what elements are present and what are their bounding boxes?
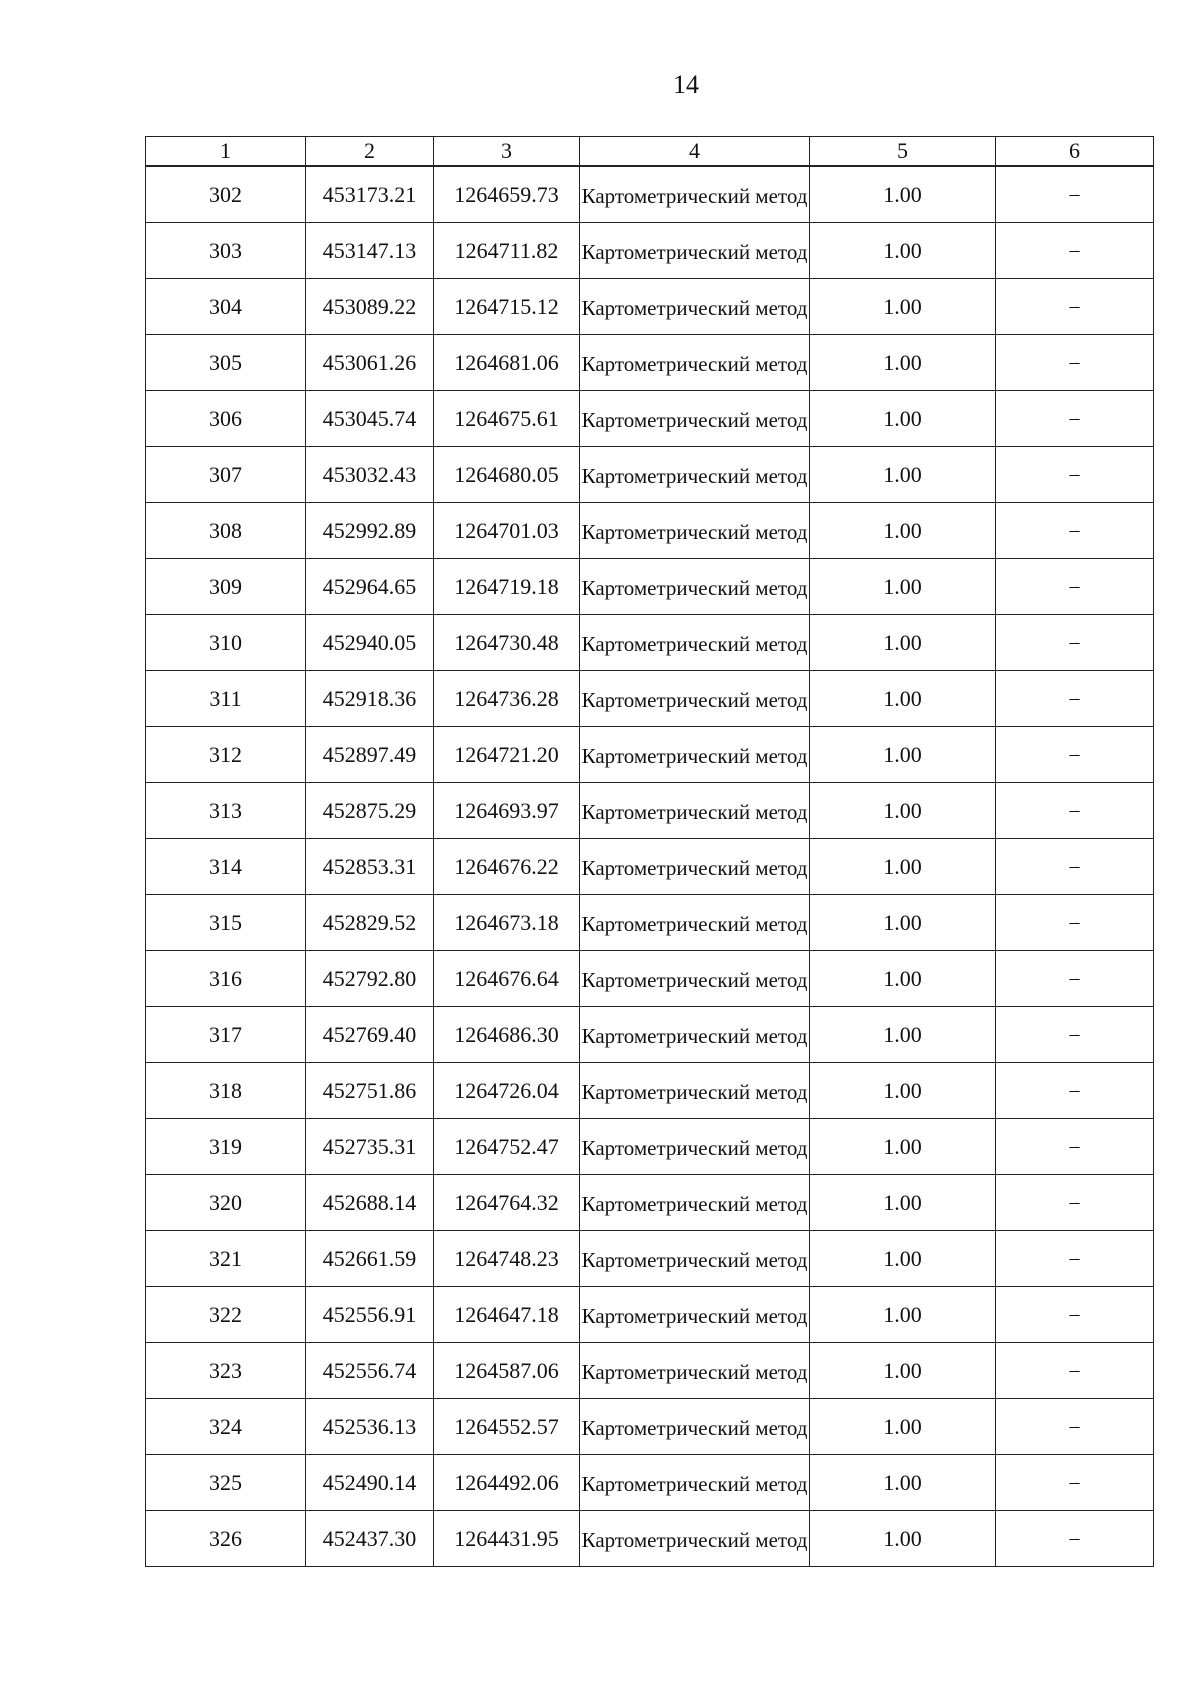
accuracy-cell: 1.00 xyxy=(810,895,996,951)
table-row xyxy=(146,727,1154,783)
y-coordinate-cell: 1264701.03 xyxy=(434,503,580,559)
accuracy-cell: 1.00 xyxy=(810,503,996,559)
header-cell-1: 1 xyxy=(146,137,306,167)
table-row xyxy=(146,1231,1154,1287)
table-row xyxy=(146,1175,1154,1231)
description-cell: – xyxy=(996,559,1154,615)
y-coordinate-cell: 1264681.06 xyxy=(434,335,580,391)
method-cell xyxy=(580,166,810,223)
point-number-cell: 311 xyxy=(146,671,306,727)
x-coordinate-cell: 452918.36 xyxy=(306,671,434,727)
x-coordinate-cell: 452490.14 xyxy=(306,1455,434,1511)
y-coordinate-cell: 1264715.12 xyxy=(434,279,580,335)
table-row xyxy=(146,279,1154,335)
accuracy-cell: 1.00 xyxy=(810,559,996,615)
accuracy-cell: 1.00 xyxy=(810,335,996,391)
method-text: Картометрический метод xyxy=(581,407,808,432)
description-cell: – xyxy=(996,1175,1154,1231)
method-text: Картометрический метод xyxy=(581,1079,808,1104)
point-number-cell: 323 xyxy=(146,1343,306,1399)
method-cell xyxy=(580,1119,810,1175)
point-number-cell: 308 xyxy=(146,503,306,559)
method-text: Картометрический метод xyxy=(581,631,808,656)
y-coordinate-cell: 1264764.32 xyxy=(434,1175,580,1231)
y-coordinate-cell: 1264680.05 xyxy=(434,447,580,503)
x-coordinate-cell: 452688.14 xyxy=(306,1175,434,1231)
description-cell: – xyxy=(996,1231,1154,1287)
description-cell: – xyxy=(996,166,1154,223)
method-text: Картометрический метод xyxy=(581,1303,808,1328)
x-coordinate-cell: 452751.86 xyxy=(306,1063,434,1119)
method-cell xyxy=(580,1007,810,1063)
y-coordinate-cell: 1264552.57 xyxy=(434,1399,580,1455)
description-cell: – xyxy=(996,1063,1154,1119)
method-text: Картометрический метод xyxy=(581,1359,808,1384)
method-text: Картометрический метод xyxy=(581,687,808,712)
method-cell xyxy=(580,1455,810,1511)
method-text: Картометрический метод xyxy=(581,967,808,992)
x-coordinate-cell: 452437.30 xyxy=(306,1511,434,1567)
y-coordinate-cell: 1264711.82 xyxy=(434,223,580,279)
y-coordinate-cell: 1264719.18 xyxy=(434,559,580,615)
x-coordinate-cell: 453089.22 xyxy=(306,279,434,335)
table-row xyxy=(146,503,1154,559)
y-coordinate-cell: 1264647.18 xyxy=(434,1287,580,1343)
point-number-cell: 326 xyxy=(146,1511,306,1567)
coordinates-table xyxy=(145,136,1154,1567)
accuracy-cell: 1.00 xyxy=(810,166,996,223)
accuracy-cell: 1.00 xyxy=(810,1511,996,1567)
accuracy-cell: 1.00 xyxy=(810,671,996,727)
accuracy-cell: 1.00 xyxy=(810,951,996,1007)
method-text: Картометрический метод xyxy=(581,463,808,488)
accuracy-cell: 1.00 xyxy=(810,1119,996,1175)
description-cell: – xyxy=(996,1343,1154,1399)
table-row xyxy=(146,783,1154,839)
method-cell xyxy=(580,1511,810,1567)
table-row xyxy=(146,671,1154,727)
description-cell: – xyxy=(996,839,1154,895)
accuracy-cell: 1.00 xyxy=(810,1231,996,1287)
accuracy-cell: 1.00 xyxy=(810,1007,996,1063)
page-number-text: 14 xyxy=(673,70,699,99)
method-cell xyxy=(580,391,810,447)
table-row xyxy=(146,391,1154,447)
x-coordinate-cell: 452556.91 xyxy=(306,1287,434,1343)
table-row xyxy=(146,447,1154,503)
table-row xyxy=(146,1007,1154,1063)
accuracy-cell: 1.00 xyxy=(810,391,996,447)
y-coordinate-cell: 1264675.61 xyxy=(434,391,580,447)
method-cell xyxy=(580,951,810,1007)
point-number-cell: 324 xyxy=(146,1399,306,1455)
x-coordinate-cell: 453032.43 xyxy=(306,447,434,503)
table-row xyxy=(146,951,1154,1007)
x-coordinate-cell: 452964.65 xyxy=(306,559,434,615)
table-row xyxy=(146,839,1154,895)
method-cell xyxy=(580,1063,810,1119)
method-cell xyxy=(580,895,810,951)
method-text: Картометрический метод xyxy=(581,799,808,824)
table-row xyxy=(146,1287,1154,1343)
method-cell xyxy=(580,1399,810,1455)
header-cell-6: 6 xyxy=(996,137,1154,167)
y-coordinate-cell: 1264736.28 xyxy=(434,671,580,727)
method-text: Картометрический метод xyxy=(581,1527,808,1552)
header-cell-4: 4 xyxy=(580,137,810,167)
method-cell xyxy=(580,503,810,559)
method-cell xyxy=(580,783,810,839)
point-number-cell: 307 xyxy=(146,447,306,503)
table-body xyxy=(146,166,1154,1567)
x-coordinate-cell: 452992.89 xyxy=(306,503,434,559)
accuracy-cell: 1.00 xyxy=(810,839,996,895)
accuracy-cell: 1.00 xyxy=(810,783,996,839)
description-cell: – xyxy=(996,615,1154,671)
description-cell: – xyxy=(996,895,1154,951)
method-text: Картометрический метод xyxy=(581,239,808,264)
x-coordinate-cell: 453061.26 xyxy=(306,335,434,391)
y-coordinate-cell: 1264726.04 xyxy=(434,1063,580,1119)
page-number xyxy=(86,70,1200,100)
method-cell xyxy=(580,223,810,279)
description-cell: – xyxy=(996,279,1154,335)
x-coordinate-cell: 452536.13 xyxy=(306,1399,434,1455)
header-cell-3: 3 xyxy=(434,137,580,167)
method-text: Картометрический метод xyxy=(581,295,808,320)
table-row xyxy=(146,335,1154,391)
x-coordinate-cell: 452661.59 xyxy=(306,1231,434,1287)
y-coordinate-cell: 1264730.48 xyxy=(434,615,580,671)
y-coordinate-cell: 1264431.95 xyxy=(434,1511,580,1567)
point-number-cell: 305 xyxy=(146,335,306,391)
x-coordinate-cell: 452769.40 xyxy=(306,1007,434,1063)
table-header xyxy=(146,137,1154,167)
y-coordinate-cell: 1264673.18 xyxy=(434,895,580,951)
table-row xyxy=(146,1063,1154,1119)
x-coordinate-cell: 452897.49 xyxy=(306,727,434,783)
point-number-cell: 309 xyxy=(146,559,306,615)
description-cell: – xyxy=(996,391,1154,447)
method-text: Картометрический метод xyxy=(581,519,808,544)
description-cell: – xyxy=(996,727,1154,783)
point-number-cell: 310 xyxy=(146,615,306,671)
method-text: Картометрический метод xyxy=(581,575,808,600)
table-row xyxy=(146,1343,1154,1399)
point-number-cell: 325 xyxy=(146,1455,306,1511)
point-number-cell: 317 xyxy=(146,1007,306,1063)
y-coordinate-cell: 1264686.30 xyxy=(434,1007,580,1063)
method-cell xyxy=(580,839,810,895)
header-cell-2: 2 xyxy=(306,137,434,167)
table-row xyxy=(146,615,1154,671)
x-coordinate-cell: 453147.13 xyxy=(306,223,434,279)
description-cell: – xyxy=(996,783,1154,839)
table-row xyxy=(146,1399,1154,1455)
point-number-cell: 316 xyxy=(146,951,306,1007)
point-number-cell: 312 xyxy=(146,727,306,783)
description-cell: – xyxy=(996,1399,1154,1455)
table-row xyxy=(146,166,1154,223)
method-cell xyxy=(580,559,810,615)
y-coordinate-cell: 1264492.06 xyxy=(434,1455,580,1511)
accuracy-cell: 1.00 xyxy=(810,223,996,279)
accuracy-cell: 1.00 xyxy=(810,1063,996,1119)
x-coordinate-cell: 452556.74 xyxy=(306,1343,434,1399)
point-number-cell: 304 xyxy=(146,279,306,335)
description-cell: – xyxy=(996,951,1154,1007)
description-cell: – xyxy=(996,1511,1154,1567)
x-coordinate-cell: 452829.52 xyxy=(306,895,434,951)
method-text: Картометрический метод xyxy=(581,1191,808,1216)
accuracy-cell: 1.00 xyxy=(810,727,996,783)
accuracy-cell: 1.00 xyxy=(810,1399,996,1455)
table-row xyxy=(146,1455,1154,1511)
method-cell xyxy=(580,1343,810,1399)
accuracy-cell: 1.00 xyxy=(810,1175,996,1231)
method-text: Картометрический метод xyxy=(581,183,808,208)
point-number-cell: 322 xyxy=(146,1287,306,1343)
y-coordinate-cell: 1264693.97 xyxy=(434,783,580,839)
method-cell xyxy=(580,671,810,727)
description-cell: – xyxy=(996,335,1154,391)
method-cell xyxy=(580,615,810,671)
table-row xyxy=(146,895,1154,951)
point-number-cell: 315 xyxy=(146,895,306,951)
point-number-cell: 321 xyxy=(146,1231,306,1287)
y-coordinate-cell: 1264752.47 xyxy=(434,1119,580,1175)
y-coordinate-cell: 1264721.20 xyxy=(434,727,580,783)
method-cell xyxy=(580,279,810,335)
method-text: Картометрический метод xyxy=(581,855,808,880)
accuracy-cell: 1.00 xyxy=(810,279,996,335)
method-cell xyxy=(580,335,810,391)
point-number-cell: 313 xyxy=(146,783,306,839)
table-row xyxy=(146,223,1154,279)
header-cell-5: 5 xyxy=(810,137,996,167)
x-coordinate-cell: 453173.21 xyxy=(306,166,434,223)
x-coordinate-cell: 452792.80 xyxy=(306,951,434,1007)
accuracy-cell: 1.00 xyxy=(810,1343,996,1399)
method-text: Картометрический метод xyxy=(581,1415,808,1440)
point-number-cell: 314 xyxy=(146,839,306,895)
method-text: Картометрический метод xyxy=(581,743,808,768)
table-row xyxy=(146,559,1154,615)
accuracy-cell: 1.00 xyxy=(810,615,996,671)
accuracy-cell: 1.00 xyxy=(810,1287,996,1343)
description-cell: – xyxy=(996,1119,1154,1175)
point-number-cell: 318 xyxy=(146,1063,306,1119)
method-text: Картометрический метод xyxy=(581,1247,808,1272)
description-cell: – xyxy=(996,1007,1154,1063)
method-cell xyxy=(580,1287,810,1343)
method-text: Картометрический метод xyxy=(581,1135,808,1160)
description-cell: – xyxy=(996,447,1154,503)
method-cell xyxy=(580,1231,810,1287)
point-number-cell: 319 xyxy=(146,1119,306,1175)
y-coordinate-cell: 1264676.22 xyxy=(434,839,580,895)
x-coordinate-cell: 452853.31 xyxy=(306,839,434,895)
y-coordinate-cell: 1264587.06 xyxy=(434,1343,580,1399)
description-cell: – xyxy=(996,503,1154,559)
method-text: Картометрический метод xyxy=(581,911,808,936)
table-row xyxy=(146,1511,1154,1567)
method-text: Картометрический метод xyxy=(581,1471,808,1496)
y-coordinate-cell: 1264659.73 xyxy=(434,166,580,223)
method-text: Картометрический метод xyxy=(581,351,808,376)
point-number-cell: 303 xyxy=(146,223,306,279)
x-coordinate-cell: 452940.05 xyxy=(306,615,434,671)
x-coordinate-cell: 453045.74 xyxy=(306,391,434,447)
accuracy-cell: 1.00 xyxy=(810,1455,996,1511)
description-cell: – xyxy=(996,1287,1154,1343)
method-cell xyxy=(580,447,810,503)
x-coordinate-cell: 452875.29 xyxy=(306,783,434,839)
x-coordinate-cell: 452735.31 xyxy=(306,1119,434,1175)
y-coordinate-cell: 1264676.64 xyxy=(434,951,580,1007)
description-cell: – xyxy=(996,671,1154,727)
accuracy-cell: 1.00 xyxy=(810,447,996,503)
table-row xyxy=(146,1119,1154,1175)
method-cell xyxy=(580,1175,810,1231)
description-cell: – xyxy=(996,223,1154,279)
point-number-cell: 320 xyxy=(146,1175,306,1231)
method-text: Картометрический метод xyxy=(581,1023,808,1048)
point-number-cell: 306 xyxy=(146,391,306,447)
y-coordinate-cell: 1264748.23 xyxy=(434,1231,580,1287)
description-cell: – xyxy=(996,1455,1154,1511)
method-cell xyxy=(580,727,810,783)
header-row xyxy=(146,137,1154,167)
point-number-cell: 302 xyxy=(146,166,306,223)
